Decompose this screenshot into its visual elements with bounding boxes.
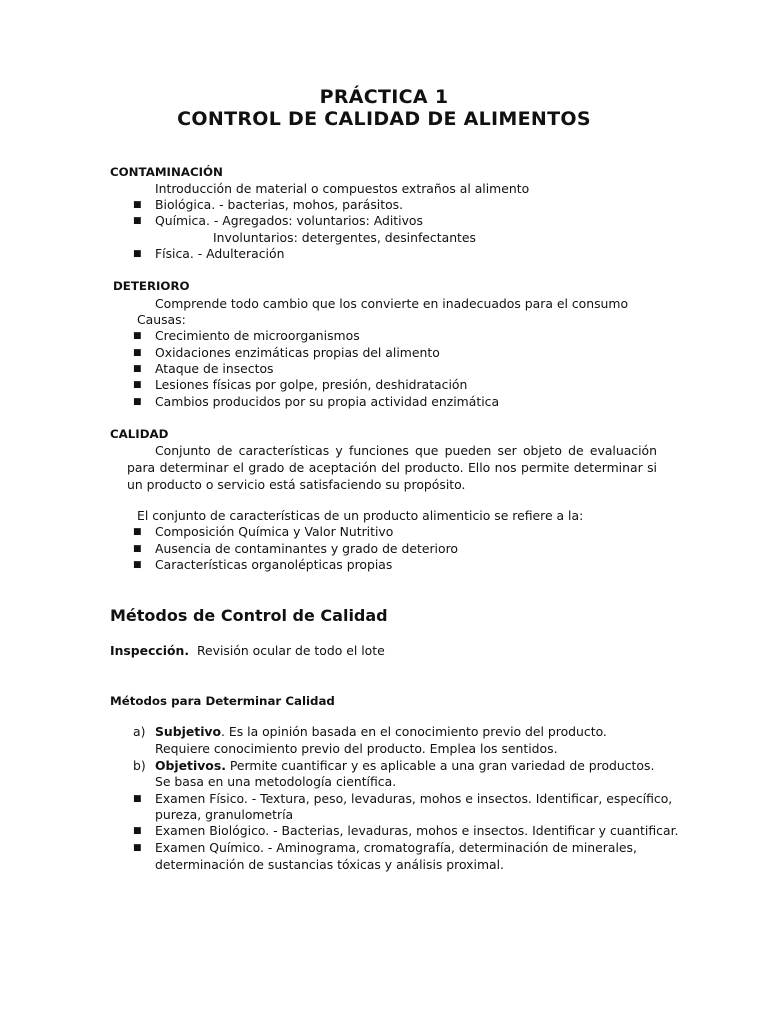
determinar-heading: Métodos para Determinar Calidad [110, 694, 335, 708]
inspeccion-text: Revisión ocular de todo el lote [196, 643, 385, 658]
calidad-heading: CALIDAD [110, 427, 169, 441]
objetivos-line [155, 758, 654, 774]
list-marker-b: b) [133, 758, 146, 773]
contaminacion-item: Biológica. - bacterias, mohos, parásitos. [155, 197, 404, 212]
title-line-1: PRÁCTICA 1 [319, 86, 449, 108]
calidad-item: Composición Química y Valor Nutritivo [155, 524, 394, 539]
bullet-icon: ■ [133, 364, 142, 374]
bullet-icon: ■ [133, 527, 142, 537]
bullet-icon: ■ [133, 380, 142, 390]
bullet-icon: ■ [133, 560, 142, 570]
deterioro-intro: Comprende todo cambio que los convierte en inadecuados para el consumo [155, 296, 629, 311]
deterioro-heading: DETERIORO [113, 279, 190, 293]
metodos-heading: Métodos de Control de Calidad [110, 606, 388, 625]
contaminacion-intro: Introducción de material o compuestos extraños al alimento [155, 181, 530, 196]
calidad-paragraph: Conjunto de características y funciones que pueden ser objeto de evaluación para determinar el grado de aceptación del producto. Ello nos permite determinar si un producto o servicio está satisfaciendo su propósito. [127, 443, 657, 492]
examen-biologico: Examen Biológico. - Bacterias, levaduras, mohos e insectos. Identificar y cuantificar. [155, 823, 679, 838]
examen-fisico: Examen Físico. - Textura, peso, levaduras, mohos e insectos. Identificar, específico, [155, 791, 673, 806]
subjetivo-label: Subjetivo [155, 724, 222, 739]
examen-quimico: Examen Químico. - Aminograma, cromatografía, determinación de minerales, [155, 840, 637, 855]
subjetivo-line [155, 724, 607, 740]
deterioro-item: Crecimiento de microorganismos [155, 328, 360, 343]
objetivos-label: Objetivos. [155, 758, 226, 773]
calidad-item: Características organolépticas propias [155, 557, 393, 572]
title-line-2: CONTROL DE CALIDAD DE ALIMENTOS [177, 108, 591, 130]
objetivos-line-2: Se basa en una metodología científica. [155, 774, 397, 789]
deterioro-item: Oxidaciones enzimáticas propias del alimento [155, 345, 440, 360]
deterioro-item: Cambios producidos por su propia actividad enzimática [155, 394, 500, 409]
contaminacion-heading: CONTAMINACIÓN [110, 165, 223, 179]
deterioro-item: Lesiones físicas por golpe, presión, deshidratación [155, 377, 468, 392]
subjetivo-line-2: Requiere conocimiento previo del producto. Emplea los sentidos. [155, 741, 558, 756]
bullet-icon: ■ [133, 348, 142, 358]
bullet-icon: ■ [133, 200, 142, 210]
bullet-icon: ■ [133, 843, 142, 853]
examen-fisico-line-2: pureza, granulometría [155, 807, 294, 822]
bullet-icon: ■ [133, 397, 142, 407]
inspeccion-line [110, 643, 385, 659]
bullet-icon: ■ [133, 249, 142, 259]
contaminacion-involuntarios: Involuntarios: detergentes, desinfectantes [213, 230, 476, 245]
deterioro-causas-label: Causas: [137, 312, 186, 327]
contaminacion-item: Química. - Agregados: voluntarios: Aditivos [155, 213, 423, 228]
bullet-icon: ■ [133, 216, 142, 226]
objetivos-text: Permite cuantificar y es aplicable a una gran variedad de productos. [225, 758, 655, 773]
inspeccion-label: Inspección. [110, 643, 190, 658]
calidad-item: Ausencia de contaminantes y grado de deterioro [155, 541, 458, 556]
subjetivo-text: . Es la opinión basada en el conocimiento previo del producto. [221, 724, 607, 739]
bullet-icon: ■ [133, 331, 142, 341]
bullet-icon: ■ [133, 544, 142, 554]
examen-quimico-line-2: determinación de sustancias tóxicas y análisis proximal. [155, 857, 504, 872]
calidad-intro2: El conjunto de características de un producto alimenticio se refiere a la: [137, 508, 584, 523]
list-marker-a: a) [133, 724, 146, 739]
contaminacion-item: Física. - Adulteración [155, 246, 285, 261]
bullet-icon: ■ [133, 794, 142, 804]
bullet-icon: ■ [133, 826, 142, 836]
deterioro-item: Ataque de insectos [155, 361, 274, 376]
